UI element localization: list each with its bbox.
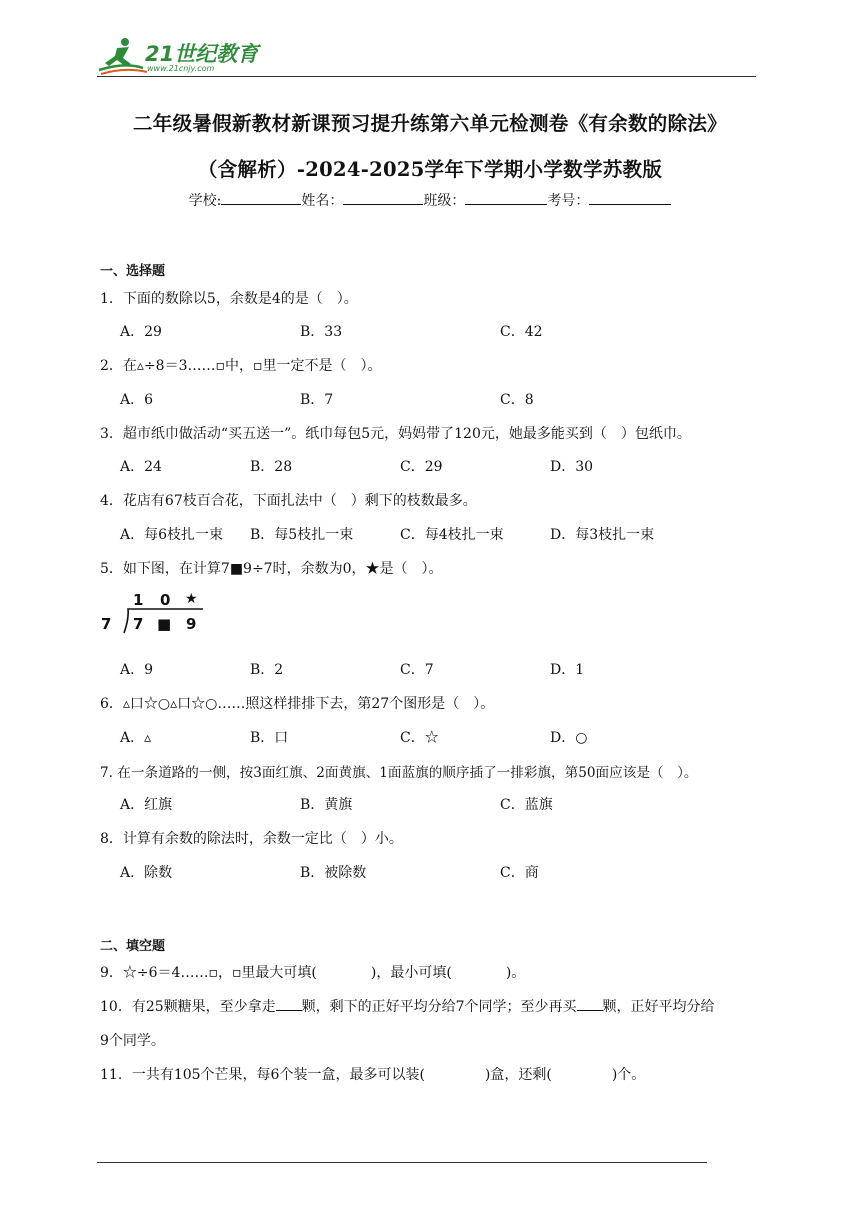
q1-option-c: C．42 — [500, 324, 543, 340]
question-1: 1．下面的数除以5，余数是4的是（ ）。 — [100, 291, 358, 307]
q11-part-a: 11．一共有105个芒果，每6个装一盒，最多可以装( — [100, 1067, 425, 1083]
q6-option-b: B．口 — [250, 730, 289, 746]
q2-option-a: A．6 — [120, 392, 154, 408]
quotient-digit-2: 0 — [160, 591, 171, 609]
q5-option-c: C．7 — [400, 662, 434, 678]
q5-option-d: D．1 — [550, 662, 585, 678]
question-8: 8．计算有余数的除法时，余数一定比（ ）小。 — [100, 831, 403, 847]
q7-option-a: A．红旗 — [120, 797, 173, 813]
header-rule — [97, 76, 756, 77]
q1-option-a: A．29 — [120, 324, 162, 340]
question-11 — [100, 1064, 645, 1084]
title-line-1: 二年级暑假新教材新课预习提升练第六单元检测卷《有余数的除法》 — [132, 112, 727, 135]
question-3: 3．超市纸巾做活动“买五送一”。纸巾每包5元，妈妈带了120元，她最多能买到（ ）包纸巾。 — [100, 426, 691, 442]
divisor: 7 — [101, 615, 112, 633]
q10-blank-1 — [276, 998, 302, 1011]
exam-no-label: 考号： — [547, 193, 590, 209]
class-blank — [465, 192, 547, 205]
q5-option-b: B．2 — [250, 662, 284, 678]
q10-blank-2 — [577, 998, 603, 1011]
q10-part-b: 颗，剩下的正好平均分给7个同学；至少再买 — [301, 999, 577, 1015]
q4-option-a: A．每6枝扎一束 — [120, 527, 224, 543]
question-2: 2．在▵÷8＝3……▫中，▫里一定不是（ ）。 — [100, 358, 382, 374]
q5-option-a: A．9 — [120, 662, 154, 678]
q4-option-b: B．每5枝扎一束 — [250, 527, 354, 543]
school-label: 学校: — [188, 193, 222, 209]
q10-part-a: 10．有25颗糖果，至少拿走 — [100, 999, 276, 1015]
q9-part-a: 9．☆÷6＝4……▫，▫里最大可填( — [100, 965, 317, 981]
school-blank — [221, 192, 301, 205]
name-label: 姓名： — [301, 193, 344, 209]
q11-part-c: )个。 — [611, 1067, 646, 1083]
quotient-digit-1: 1 — [133, 591, 144, 609]
question-4: 4．花店有67枝百合花，下面扎法中（ ）剩下的枝数最多。 — [100, 493, 477, 509]
student-info-line — [0, 190, 860, 210]
q8-option-a: A．除数 — [120, 865, 173, 881]
quotient-star-icon: ★ — [185, 591, 198, 607]
q4-option-c: C．每4枝扎一束 — [400, 527, 504, 543]
q9-part-b: )，最小可填( — [370, 965, 452, 981]
footer-rule — [97, 1162, 707, 1163]
q9-part-c: )。 — [505, 965, 526, 981]
long-division-figure — [98, 591, 208, 635]
q3-option-c: C．29 — [400, 459, 443, 475]
q8-option-b: B．被除数 — [300, 865, 367, 881]
dividend-digit-1: 7 — [133, 615, 144, 633]
q2-option-b: B．7 — [300, 392, 334, 408]
question-6: 6．▵口☆○▵口☆○……照这样排排下去，第27个图形是（ ）。 — [100, 696, 495, 712]
name-blank — [343, 192, 423, 205]
q3-option-b: B．28 — [250, 459, 293, 475]
section-heading-choice: 一、选择题 — [100, 264, 166, 279]
q6-option-d: D．○ — [550, 730, 588, 746]
question-7: 7. 在一条道路的一侧，按3面红旗、2面黄旗、1面蓝旗的顺序插了一排彩旗，第50面应该是（ ）。 — [100, 765, 698, 781]
logo-url: www.21cnjy.com — [147, 64, 215, 73]
q1-option-b: B．33 — [300, 324, 343, 340]
q3-option-a: A．24 — [120, 459, 162, 475]
section-heading-fill: 二、填空题 — [100, 939, 166, 954]
q6-option-c: C．☆ — [400, 730, 439, 746]
q2-option-c: C．8 — [500, 392, 534, 408]
q7-option-b: B．黄旗 — [300, 797, 353, 813]
q10-part-c: 颗，正好平均分给 — [602, 999, 715, 1015]
question-10-continued: 9个同学。 — [100, 1033, 165, 1049]
question-10 — [100, 996, 715, 1016]
q11-part-b: )盒，还剩( — [484, 1067, 552, 1083]
class-label: 班级： — [423, 193, 466, 209]
q6-option-a: A．▵ — [120, 730, 152, 746]
question-9 — [100, 962, 525, 982]
site-logo — [95, 34, 265, 78]
q8-option-c: C．商 — [500, 865, 539, 881]
exam-no-blank — [589, 192, 671, 205]
dividend-square-icon: ■ — [157, 615, 172, 633]
title-line-2: （含解析）-2024-2025学年下学期小学数学苏教版 — [197, 158, 663, 181]
q3-option-d: D．30 — [550, 459, 594, 475]
logo-text: 21世纪教育 — [145, 42, 259, 66]
question-5: 5．如下图，在计算7■9÷7时，余数为0，★是（ ）。 — [100, 561, 443, 577]
q7-option-c: C．蓝旗 — [500, 797, 553, 813]
q4-option-d: D．每3枝扎一束 — [550, 527, 655, 543]
dividend-digit-3: 9 — [186, 615, 197, 633]
